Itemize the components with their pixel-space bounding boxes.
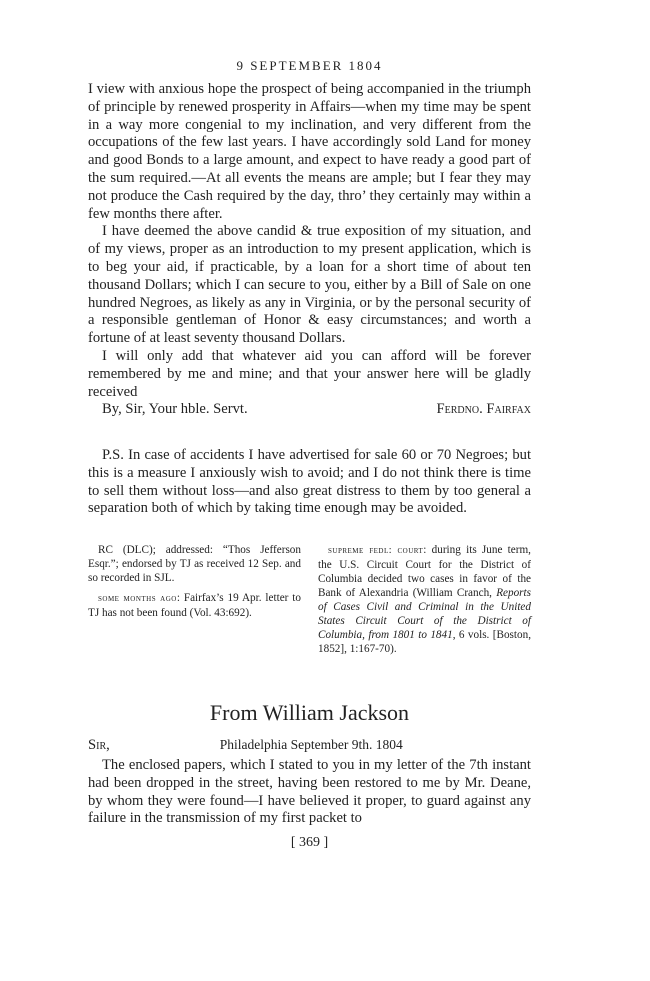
document-title: From William Jackson (209, 700, 410, 725)
annotation-text: , 6 vols. [Boston, 1852], 1:167-70). (318, 629, 531, 655)
editorial-notes (88, 543, 531, 656)
notes-right-column (318, 543, 531, 656)
running-head: 9 SEPTEMBER 1804 (236, 58, 383, 73)
citation-title: Reports of Cases Civil and Criminal in the United States Circuit Court of the District of Columbia, from 1801 to 1841 (318, 587, 531, 641)
annotation-text: : during its June term, the U.S. Circuit Court for the District of Columbia decided two cases in favor of the Bank of Alexandria (William Cranch, (318, 544, 531, 599)
postscript: P.S. In case of accidents I have advertised for sale 60 or 70 Negroes; but this is a measure I anxiously wish to avoid; and I do not think there is time to sell them without loss—and also great distress to them by too general a separation both of which by taking time enough may be avoided. (88, 447, 531, 517)
annotation-text: : Fairfax’s 19 Apr. letter to TJ has not been found (Vol. 43:692). (88, 592, 301, 619)
annotation-term: some months ago (98, 593, 177, 604)
signature: Ferdno. Fairfax (436, 401, 531, 418)
letter-paragraph: I have deemed the above candid & true exposition of my situation, and of my views, proper as an introduction to my present application, which is to beg your aid, if practicable, by a loan for a short time of about ten thousand Dollars; which I can secure to you, either by a Bill of Sale on one hundred Negroes, as likely as any in Virginia, or by the personal security of a responsible gentleman of Honor & easy circumstances; and worth a fortune of at least seventy thousand Dollars. (88, 223, 531, 347)
postscript-block (88, 447, 531, 518)
annotation-term: supreme fedl: court (328, 545, 424, 556)
salutation-line (88, 737, 531, 754)
salutation: Sir, (88, 737, 110, 753)
source-note: RC (DLC); addressed: “Thos Jefferson Esqr.”; endorsed by TJ as received 12 Sep. and so recorded in SJL. (88, 544, 301, 584)
letter-paragraph: The enclosed papers, which I stated to you in my letter of the 7th instant had been dropped in the street, having been restored to me by Mr. Deane, by whom they were found—I have believed it proper, to guard against any failure in the transmission of my first packet to (88, 757, 531, 827)
letter-body (88, 81, 531, 419)
next-letter-body (88, 757, 531, 828)
closing-line (88, 401, 531, 419)
letter-paragraph: I view with anxious hope the prospect of being accompanied in the triumph of principle by renewed prosperity in Affairs—when my time may be spent in a way more congenial to my inclination, and very different from the occupations of the few last years. I have accordingly sold Land for money and good Bonds to a large amount, and expect to have ready a good part of the sum required.—At all events the means are ample; but I fear they may not produce the Cash required by the day, thro’ they certainly may within a few months there after. (88, 81, 531, 222)
annotation (88, 591, 301, 620)
page-number: [ 369 ] (290, 835, 329, 850)
annotation (318, 543, 531, 656)
place-date: Philadelphia September 9th. 1804 (219, 737, 403, 752)
notes-left-column (88, 543, 301, 656)
letter-paragraph: I will only add that whatever aid you can afford will be forever remembered by me and mine; and that your answer here will be gladly received (88, 347, 531, 400)
complimentary-close: By, Sir, Your hble. Servt. (102, 401, 248, 418)
